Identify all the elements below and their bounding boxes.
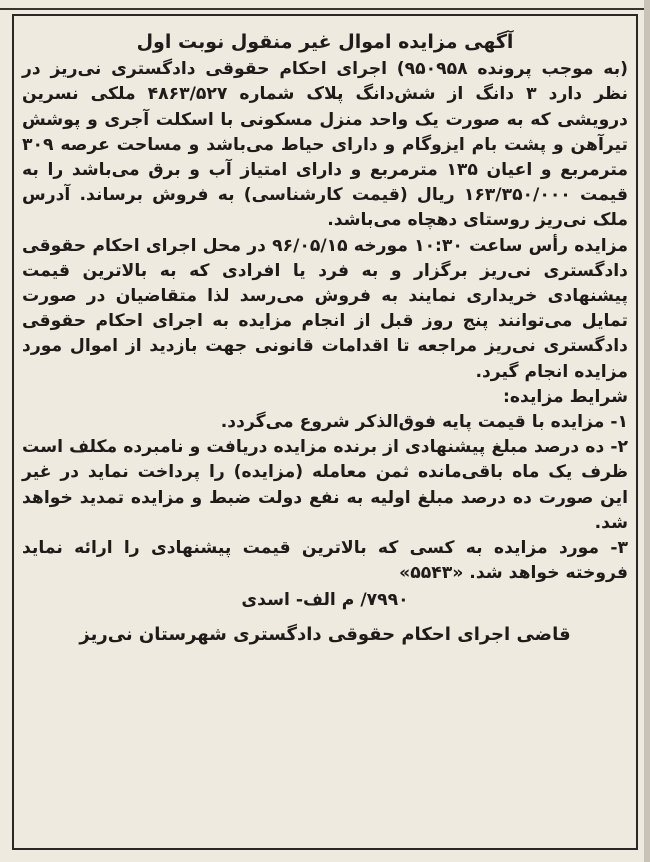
reference-code: ۷۹۹۰/ م الف- اسدی	[241, 590, 409, 611]
condition-item-2: ۲- ده درصد مبلغ پیشنهادی از برنده مزایده دریافت و نامبرده مکلف است ظرف یک ماه باقی‌مانده ثمن معامله (مزایده) را پرداخت نماید در غیر این صورت ده درصد مبلغ اولیه به نفع دولت ضبط و مزایده تمدید خواهد شد.	[22, 437, 628, 533]
right-edge-shadow	[644, 0, 650, 862]
notice-body	[22, 30, 628, 647]
notice-paragraph-property: (به موجب پرونده ۹۵۰۹۵۸) اجرای احکام حقوقی دادگستری نی‌ریز در نظر دارد ۳ دانگ از شش‌دانگ پلاک شماره ۴۸۶۳/۵۲۷ ملکی نسرین درویشی که به صورت یک واحد منزل مسکونی با اسکلت آجری و پوشش تیرآهن و پشت بام ایزوگام و دارای حیاط می‌باشد و مساحت عرصه ۳۰۹ مترمربع و اعیان ۱۳۵ مترمربع و دارای امتیاز آب و برق می‌باشد را به قیمت ۱۶۳/۳۵۰/۰۰۰ ریال (قیمت کارشناسی) به فروش برساند. آدرس ملک نی‌ریز روستای دهچاه می‌باشد.	[22, 59, 628, 231]
judge-signature: قاضی اجرای احکام حقوقی دادگستری شهرستان نی‌ریز	[79, 623, 571, 645]
condition-item-3: ۳- مورد مزایده به کسی که بالاترین قیمت پیشنهادی را ارائه نماید فروخته خواهد شد. «۵۵۴۳»	[22, 538, 628, 584]
top-divider	[0, 0, 650, 10]
condition-item-1: ۱- مزایده با قیمت پایه فوق‌الذکر شروع می‌گردد.	[220, 412, 628, 433]
notice-title: آگهی مزایده اموال غیر منقول نوبت اول	[136, 31, 514, 53]
notice-paragraph-auction-time: مزایده رأس ساعت ۱۰:۳۰ مورخه ۹۶/۰۵/۱۵ در محل اجرای احکام حقوقی دادگستری نی‌ریز برگزار و به فرد یا افرادی که به بالاترین قیمت پیشنهادی خریداری نمایند به فروش می‌رسد لذا متقاضیان در صورت تمایل می‌توانند پنج روز قبل از انجام مزایده به اجرای احکام حقوقی دادگستری نی‌ریز مراجعه تا اقدامات قانونی جهت بازدید از اموال مورد مزایده انجام گیرد.	[22, 235, 629, 382]
conditions-heading: شرایط مزایده:	[503, 386, 628, 407]
